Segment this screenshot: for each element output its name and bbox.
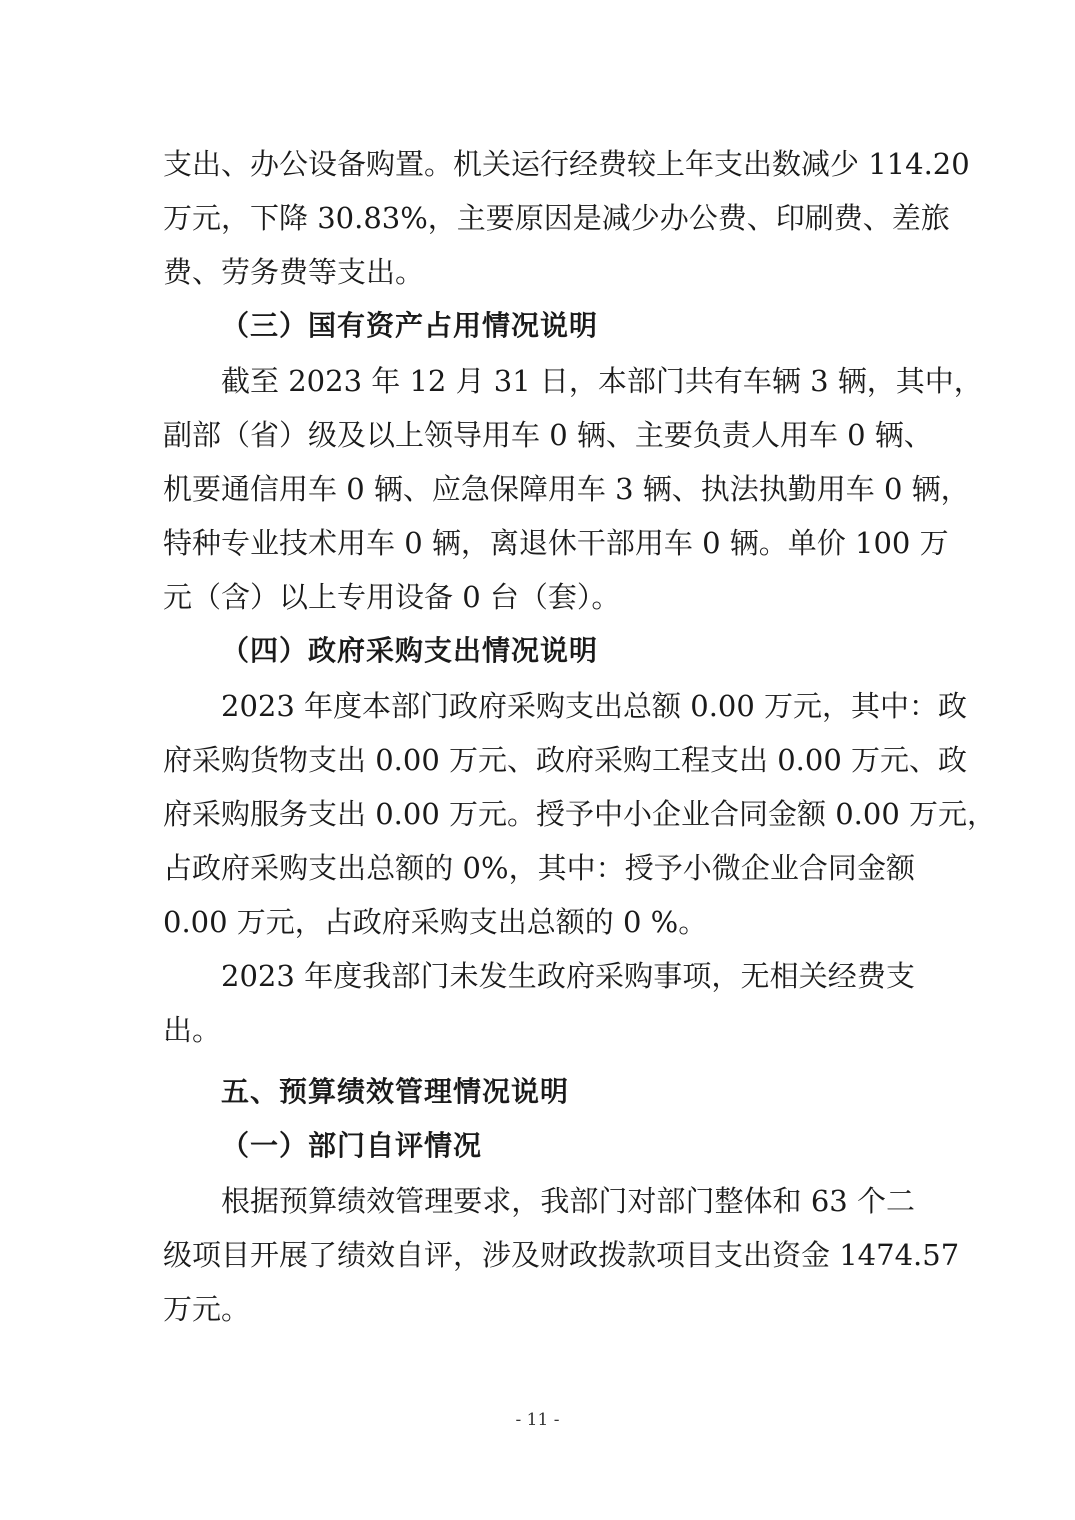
running-costs-line-1: 支出、办公设备购置。机关运行经费较上年支出数减少 114.20 (163, 147, 970, 181)
section-performance-subheading: （一）部门自评情况 (221, 1129, 483, 1162)
page-number: - 11 - (515, 1410, 560, 1430)
performance-line-2: 级项目开展了绩效自评，涉及财政拨款项目支出资金 1474.57 (163, 1238, 960, 1272)
section-procurement-heading: （四）政府采购支出情况说明 (221, 634, 599, 667)
assets-line-3: 机要通信用车 0 辆、应急保障用车 3 辆、执法执勤用车 0 辆， (163, 472, 970, 506)
performance-line-1: 根据预算绩效管理要求，我部门对部门整体和 63 个二 (221, 1184, 915, 1218)
section-assets-heading: （三）国有资产占用情况说明 (221, 309, 599, 342)
procurement-note-line-1: 2023 年度我部门未发生政府采购事项，无相关经费支 (221, 959, 915, 993)
procurement-line-3: 府采购服务支出 0.00 万元。授予中小企业合同金额 0.00 万元， (163, 797, 997, 831)
procurement-line-1: 2023 年度本部门政府采购支出总额 0.00 万元，其中：政 (221, 689, 968, 723)
assets-line-2: 副部（省）级及以上领导用车 0 辆、主要负责人用车 0 辆、 (163, 418, 933, 452)
assets-line-5: 元（含）以上专用设备 0 台（套）。 (163, 580, 621, 614)
running-costs-line-3: 费、劳务费等支出。 (163, 255, 425, 289)
procurement-line-4: 占政府采购支出总额的 0%，其中：授予小微企业合同金额 (163, 851, 915, 885)
procurement-line-5: 0.00 万元，占政府采购支出总额的 0 %。 (163, 905, 708, 939)
assets-line-4: 特种专业技术用车 0 辆，离退休干部用车 0 辆。单价 100 万 (163, 526, 949, 560)
running-costs-line-2: 万元，下降 30.83%，主要原因是减少办公费、印刷费、差旅 (163, 201, 950, 235)
performance-line-3: 万元。 (163, 1292, 251, 1326)
procurement-note-line-2: 出。 (163, 1013, 222, 1047)
assets-line-1: 截至 2023 年 12 月 31 日，本部门共有车辆 3 辆，其中， (221, 364, 983, 398)
procurement-line-2: 府采购货物支出 0.00 万元、政府采购工程支出 0.00 万元、政 (163, 743, 968, 777)
section-performance-heading: 五、预算绩效管理情况说明 (221, 1075, 570, 1108)
